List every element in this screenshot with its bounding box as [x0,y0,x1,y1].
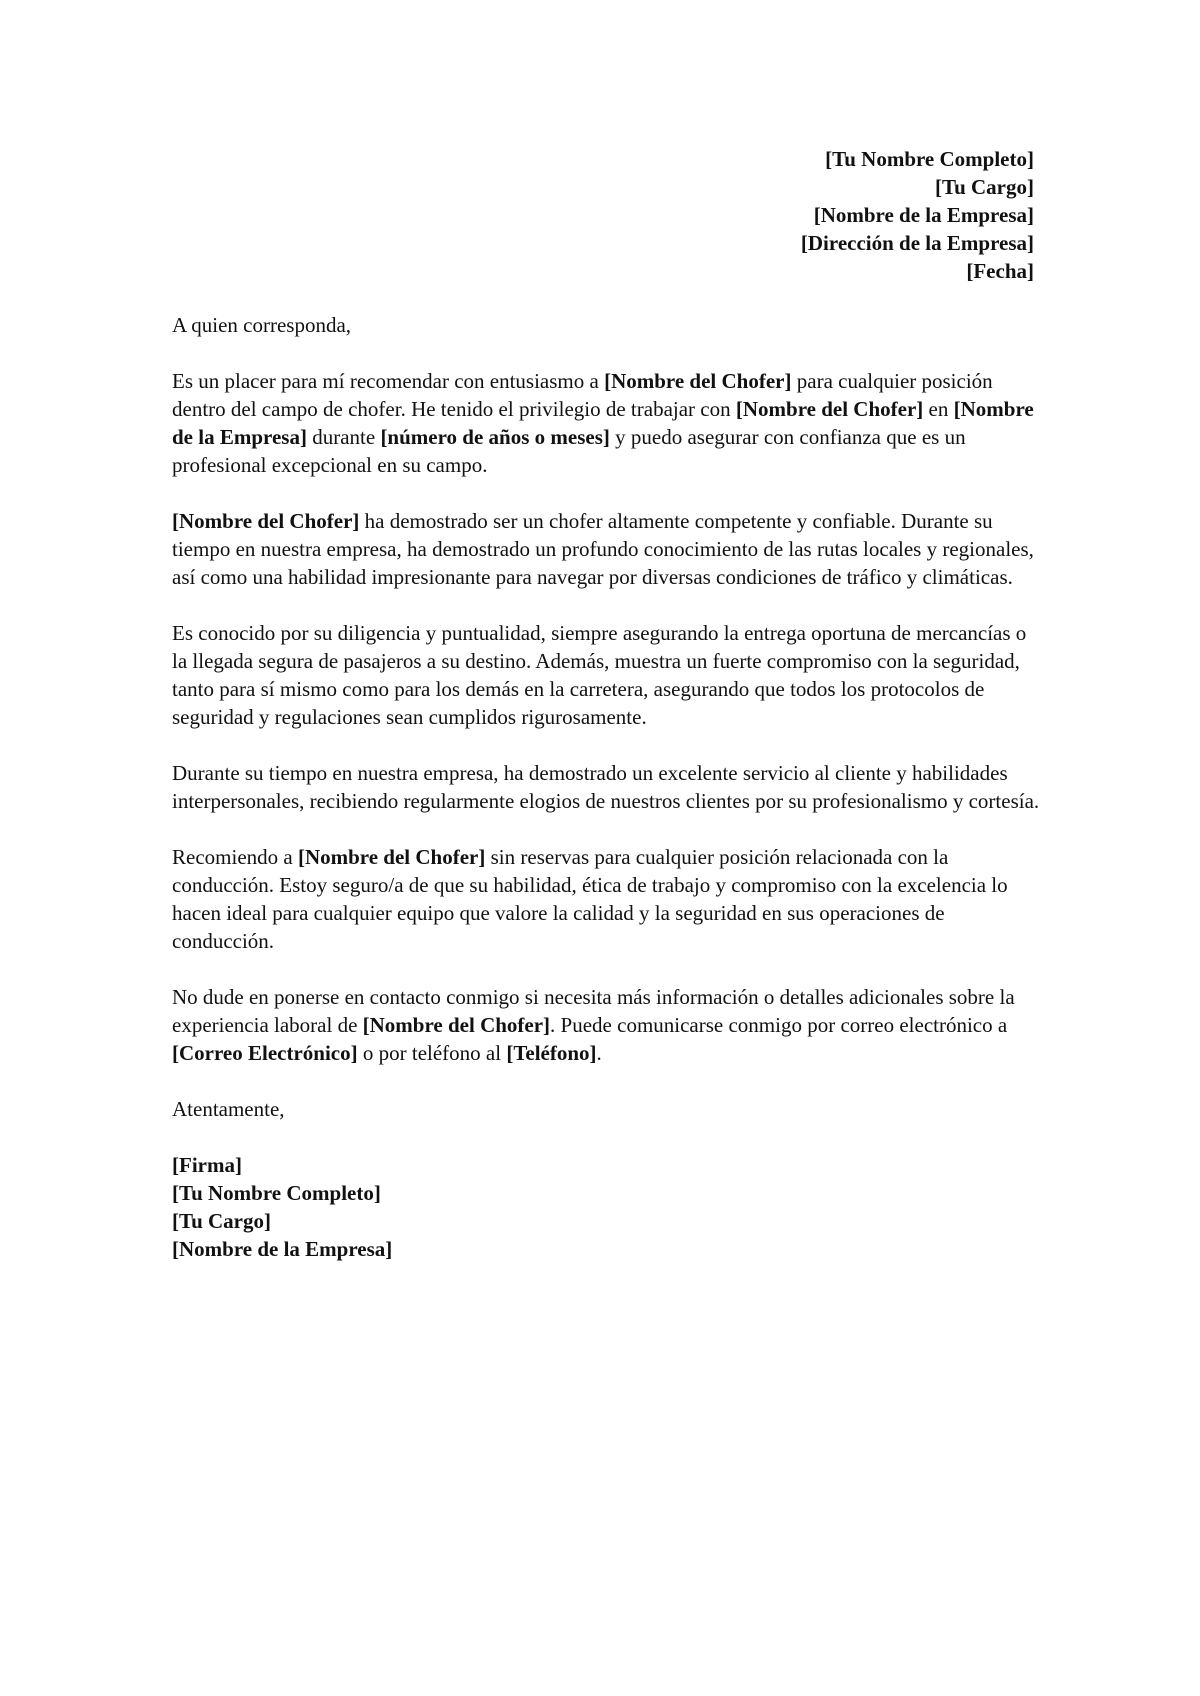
text: para cualquier posición dentro del campo de chofer. He tenido el privilegio de trabajar con [172,369,993,421]
paragraph-recommendation [172,843,1042,955]
placeholder-driver-name: [Nombre del Chofer] [297,845,486,869]
sender-position: [Tu Cargo] [935,175,1034,199]
placeholder-email: [Correo Electrónico] [172,1041,358,1065]
text: y puedo asegurar con confianza que es un profesional excepcional en su campo. [172,425,966,477]
placeholder-duration: [número de años o meses] [380,425,610,449]
signer-company: [Nombre de la Empresa] [172,1237,393,1261]
signer-full-name: [Tu Nombre Completo] [172,1181,381,1205]
paragraph-competence [172,507,1042,591]
placeholder-driver-name: [Nombre del Chofer] [735,397,924,421]
letter-body [172,311,1042,1263]
placeholder-phone: [Teléfono] [506,1041,597,1065]
closing: Atentamente, [172,1097,285,1121]
paragraph-diligence: Es conocido por su diligencia y puntualidad, siempre asegurando la entrega oportuna de mercancías o la llegada segura de pasajeros a su destino. Además, muestra un fuerte compromiso con la seguridad, tanto para sí mismo como para los demás en la carretera, asegurando que todos los protocolos de seguridad y regulaciones sean cumplidos rigurosamente. [172,621,1027,729]
sender-header [334,145,1034,285]
text: ha demostrado ser un chofer altamente competente y confiable. Durante su tiempo en nuestra empresa, ha demostrado un profundo conocimiento de las rutas locales y regionales, así como una habilidad impresionante para navegar por diversas condiciones de tráfico y climáticas. [172,509,1034,589]
salutation: A quien corresponda, [172,313,352,337]
signer-position: [Tu Cargo] [172,1209,271,1233]
signature-block [172,1151,1042,1263]
letter-date: [Fecha] [966,259,1034,283]
sender-full-name: [Tu Nombre Completo] [825,147,1034,171]
paragraph-contact [172,983,1042,1067]
text: Recomiendo a [172,845,298,869]
text: en [923,397,954,421]
signature-placeholder: [Firma] [172,1153,242,1177]
text: . [596,1041,602,1065]
text: durante [306,425,381,449]
placeholder-driver-name: [Nombre del Chofer] [172,509,360,533]
paragraph-customer-service: Durante su tiempo en nuestra empresa, ha demostrado un excelente servicio al cliente y habilidades interpersonales, recibiendo regularmente elogios de nuestros clientes por su profesionalismo y cortesía. [172,761,1040,813]
text: o por teléfono al [357,1041,507,1065]
text: No dude en ponerse en contacto conmigo si necesita más información o detalles adicionales sobre la experiencia laboral de [172,985,1015,1037]
paragraph-introduction [172,367,1042,479]
sender-company: [Nombre de la Empresa] [813,203,1034,227]
placeholder-company-name: [Nombre de la Empresa] [172,397,1034,449]
placeholder-driver-name: [Nombre del Chofer] [362,1013,551,1037]
placeholder-driver-name: [Nombre del Chofer] [604,369,792,393]
text: . Puede comunicarse conmigo por correo electrónico a [550,1013,1008,1037]
text: sin reservas para cualquier posición relacionada con la conducción. Estoy seguro/a de que su habilidad, ética de trabajo y compromiso con la excelencia lo hacen ideal para cualquier equipo que valore la calidad y la seguridad en sus operaciones de conducción. [172,845,1008,953]
text: Es un placer para mí recomendar con entusiasmo a [172,369,605,393]
sender-company-address: [Dirección de la Empresa] [800,231,1034,255]
